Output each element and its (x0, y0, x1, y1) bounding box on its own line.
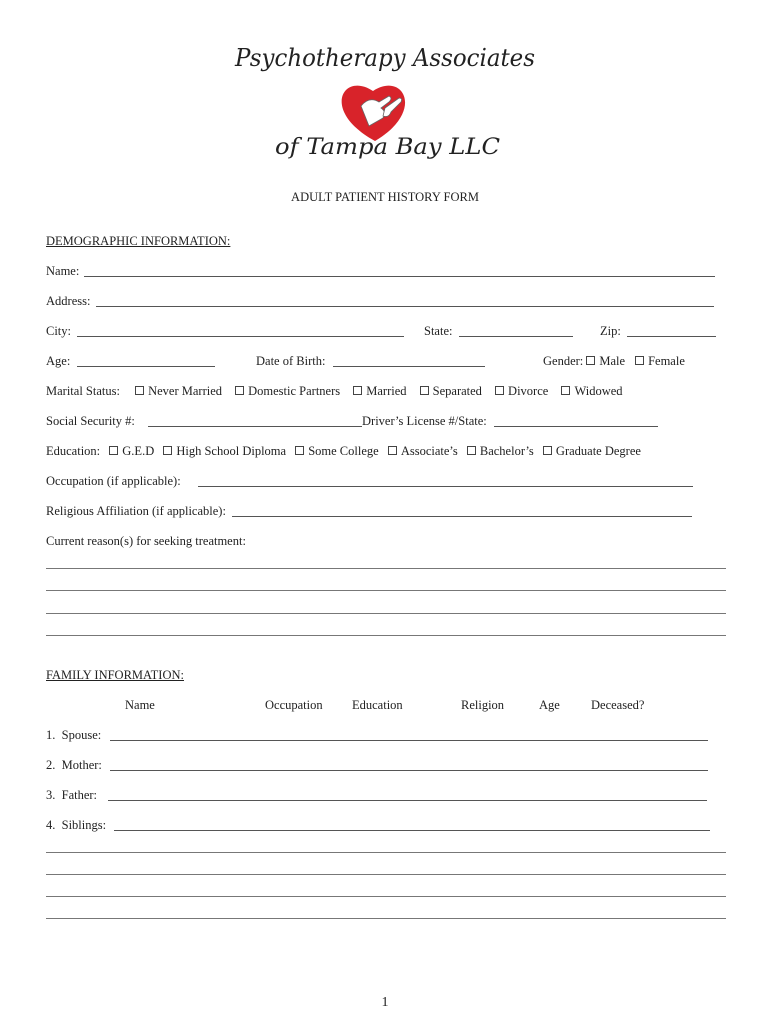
gender-label: Gender: (543, 354, 584, 368)
gender-female-label: Female (648, 354, 685, 368)
dob-label: Date of Birth: (256, 354, 326, 368)
marital-group (46, 384, 623, 398)
marital-label: Marital Status: (46, 384, 120, 398)
dob-field[interactable] (333, 366, 485, 367)
reason-line-4[interactable] (46, 635, 726, 636)
address-field[interactable] (96, 306, 714, 307)
name-label: Name: (46, 264, 80, 278)
religion-field[interactable] (232, 516, 692, 517)
column-religion: Religion (461, 698, 505, 712)
ssn-field[interactable] (148, 426, 362, 427)
siblings-label: 4. Siblings: (46, 818, 107, 832)
reason-label: Current reason(s) for seeking treatment: (46, 534, 246, 548)
license-label: Driver’s License #/State: (362, 414, 487, 428)
education-associates-checkbox[interactable] (388, 446, 397, 455)
spouse-label: 1. Spouse: (46, 728, 102, 742)
marital-married-checkbox[interactable] (353, 386, 362, 395)
logo-line1: Psychotherapy Associates (234, 44, 536, 72)
marital-option-label: Separated (432, 384, 482, 398)
education-option-label: Some College (308, 444, 379, 458)
siblings-line-3[interactable] (46, 874, 726, 875)
reason-line-2[interactable] (46, 590, 726, 591)
occupation-field[interactable] (198, 486, 693, 487)
gender-male-label: Male (599, 354, 626, 368)
zip-field[interactable] (627, 336, 716, 337)
city-field[interactable] (77, 336, 404, 337)
form-title: ADULT PATIENT HISTORY FORM (291, 190, 479, 204)
age-label: Age: (46, 354, 71, 368)
education-graduate-checkbox[interactable] (543, 446, 552, 455)
zip-label: Zip: (600, 324, 621, 338)
column-age: Age (539, 698, 560, 712)
heart-icon (342, 86, 405, 141)
mother-label: 2. Mother: (46, 758, 102, 772)
marital-domestic-partners-checkbox[interactable] (235, 386, 244, 395)
column-deceased: Deceased? (591, 698, 645, 712)
occupation-label: Occupation (if applicable): (46, 474, 181, 488)
state-field[interactable] (459, 336, 573, 337)
mother-field[interactable] (110, 770, 708, 771)
column-education: Education (352, 698, 403, 712)
father-field[interactable] (108, 800, 707, 801)
marital-widowed-checkbox[interactable] (561, 386, 570, 395)
age-field[interactable] (77, 366, 215, 367)
religion-label: Religious Affiliation (if applicable): (46, 504, 226, 518)
address-label: Address: (46, 294, 91, 308)
marital-option-label: Domestic Partners (248, 384, 341, 398)
education-group (46, 444, 641, 458)
father-label: 3. Father: (46, 788, 98, 802)
marital-option-label: Widowed (574, 384, 623, 398)
ssn-label: Social Security #: (46, 414, 135, 428)
education-ged-checkbox[interactable] (109, 446, 118, 455)
family-heading: FAMILY INFORMATION: (46, 668, 184, 682)
column-occupation: Occupation (265, 698, 323, 712)
siblings-line-2[interactable] (46, 852, 726, 853)
gender-female-checkbox[interactable] (635, 356, 644, 365)
education-high-school-checkbox[interactable] (163, 446, 172, 455)
demographic-heading: DEMOGRAPHIC INFORMATION: (46, 234, 231, 248)
education-option-label: G.E.D (122, 444, 155, 458)
reason-line-1[interactable] (46, 568, 726, 569)
education-some-college-checkbox[interactable] (295, 446, 304, 455)
education-bachelors-checkbox[interactable] (467, 446, 476, 455)
education-option-label: High School Diploma (176, 444, 287, 458)
education-option-label: Graduate Degree (555, 444, 641, 458)
license-field[interactable] (494, 426, 658, 427)
siblings-line-5[interactable] (46, 918, 726, 919)
education-label: Education: (46, 444, 101, 458)
marital-option-label: Married (366, 384, 407, 398)
marital-never-married-checkbox[interactable] (135, 386, 144, 395)
name-field[interactable] (84, 276, 715, 277)
page-number: 1 (381, 995, 389, 1010)
marital-divorce-checkbox[interactable] (495, 386, 504, 395)
gender-male-checkbox[interactable] (586, 356, 595, 365)
reason-line-3[interactable] (46, 613, 726, 614)
siblings-field[interactable] (114, 830, 710, 831)
city-label: City: (46, 324, 72, 338)
column-name: Name (125, 698, 155, 712)
education-option-label: Associate’s (400, 444, 458, 458)
marital-separated-checkbox[interactable] (420, 386, 429, 395)
gender-group (543, 354, 685, 368)
logo (225, 36, 545, 166)
siblings-line-4[interactable] (46, 896, 726, 897)
logo-graphic (225, 36, 545, 166)
spouse-field[interactable] (110, 740, 708, 741)
logo-line2: of Tampa Bay LLC (275, 135, 501, 160)
marital-option-label: Divorce (508, 384, 549, 398)
education-option-label: Bachelor’s (479, 444, 534, 458)
state-label: State: (424, 324, 453, 338)
marital-option-label: Never Married (148, 384, 222, 398)
